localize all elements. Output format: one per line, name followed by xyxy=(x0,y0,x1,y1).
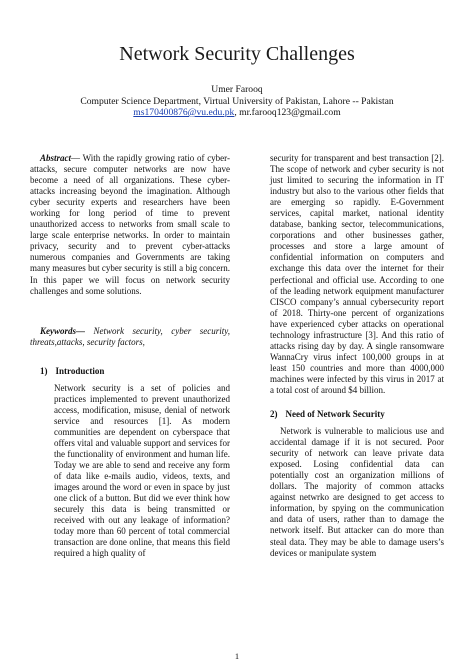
author-name: Umer Farooq xyxy=(211,84,263,95)
keywords-dash: — xyxy=(76,325,94,336)
keywords-text: Network security, cyber security, threats,attacks, security factors, xyxy=(30,325,230,347)
left-column xyxy=(30,153,230,559)
keywords-label: Keywords xyxy=(40,325,76,336)
author-affiliation: Computer Science Department, Virtual University of Pakistan, Lahore -- Pakistan xyxy=(80,96,394,107)
paper-title: Network Security Challenges xyxy=(119,43,355,65)
abstract-label: Abstract xyxy=(40,153,72,163)
introduction-text-right: security for transparent and best transaction [2]. The scope of network and cyber security is not just limited to securing the information in IT industry but also to the various other fields that are emerging so rapidly. E-Government services, capital market, national identity database, banking sector, telecommunications, corporations and other businesses gather, processes and store a large amount of confidential information on computers and exchange this data over the internet for their perfectional and official use. According to one of the leading network equipment manufacturer CISCO company’s annual cybersecurity report of 2018. Thirty-one percent of organizations have experienced cyber attacks on operational technology infrastructure [3]. And this ratio of attacks rising day by day. A single ransomware WannaCry virus infect 100,000 groups in at least 150 countries and more than 4000,000 machines were infected by this virus in 2017 at a total cost of around $4 billion. xyxy=(270,153,444,395)
introduction-text-left: Network security is a set of policies and practices implemented to prevent unauthorized access, modification, misuse, denial of network service and resources [1]. As modern communities are dependent on cyberspace that offers vital and valuable support and services for the functionality of environment and human life. Today we are able to send and receive any form of data like e-mails audio, videos, texts, and images around the word or even in space by just one click of a button. But did we ever think how securely this data is being transmitted or received with out any leakage of information? today more than 60 percent of total commercial transaction are done online, that means this field required a high quality of xyxy=(54,382,230,559)
abstract-paragraph xyxy=(30,153,230,297)
keywords-paragraph xyxy=(30,326,230,348)
email-link-primary[interactable]: ms170400876@vu.edu.pk xyxy=(133,107,235,118)
section-title: Need of Network Security xyxy=(285,409,385,420)
abstract-dash: — xyxy=(71,153,83,163)
section-number: 2) xyxy=(270,409,278,420)
section-number: 1) xyxy=(40,365,48,376)
section-heading-introduction xyxy=(30,366,230,377)
right-column xyxy=(270,153,444,559)
abstract-text: With the rapidly growing ratio of cyber-attacks, secure computer networks are now have become a need of all organizations. These cyber-attacks increasing beyond the imagination. Although cyber security experts and researchers have been working for long period of time to prevent unauthorized access to networks from small scale to large scale enterprise networks. In order to maintain privacy, security and to prevent cyber-attacks numerous companies and Governments are taking many measures but cyber security is still a big concern. In this paper we will focus on network security challenges and some solutions. xyxy=(30,153,230,296)
section-title: Introduction xyxy=(55,365,105,376)
need-section-text: Network is vulnerable to malicious use and accidental damage if it is not secured. Poor security of network can leave private data exposed. Losing confidential data can potentially cost an organization millions of dollars. The majority of common attacks against netwrko are designed to get access to information, by spying on the communication and data of users, rather than to damage the network itself. But attacker can do more than steal data. They may be able to damage users’s devices or manipulate system xyxy=(270,426,444,558)
author-emails xyxy=(0,107,474,118)
email-separator: , xyxy=(234,107,240,118)
section-heading-need-of-network-security xyxy=(270,409,444,420)
email-secondary: mr.farooq123@gmail.com xyxy=(239,107,341,118)
page-number: 1 xyxy=(234,651,240,661)
